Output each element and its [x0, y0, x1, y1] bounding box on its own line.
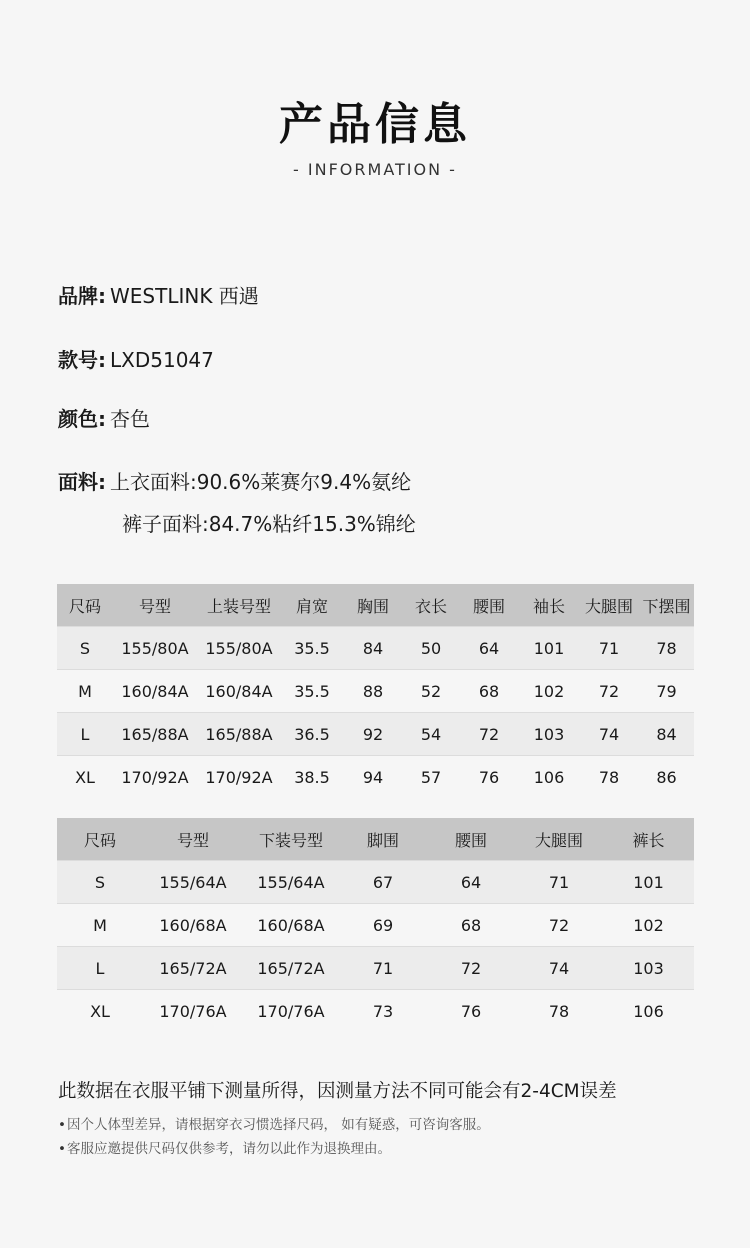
- table-cell: 103: [603, 947, 694, 990]
- style-number-label: 款号:: [58, 348, 106, 372]
- table-row: [57, 756, 694, 799]
- table-cell: 160/68A: [243, 904, 339, 947]
- table-cell: 68: [427, 904, 515, 947]
- top-size-table: [57, 584, 694, 798]
- page-title: 产品信息: [279, 99, 471, 150]
- page-subtitle: - INFORMATION -: [293, 160, 457, 179]
- color-label: 颜色:: [58, 407, 106, 431]
- table-cell: 78: [579, 756, 639, 799]
- column-header: 裤长: [603, 818, 694, 861]
- table-cell: 106: [603, 990, 694, 1033]
- table-cell: 71: [515, 861, 603, 904]
- table-cell: 76: [459, 756, 519, 799]
- table-cell: 72: [427, 947, 515, 990]
- table-cell: 54: [403, 713, 459, 756]
- bullet-icon: •: [58, 1141, 66, 1157]
- table-cell: 35.5: [281, 627, 343, 670]
- note-line-2: [58, 1137, 391, 1157]
- table-header-row: [57, 584, 694, 627]
- table-cell: 88: [343, 670, 403, 713]
- table-cell: 165/88A: [113, 713, 197, 756]
- table-cell: 165/72A: [143, 947, 243, 990]
- fabric-bottom-value: 裤子面料:84.7%粘纤15.3%锦纶: [122, 512, 416, 536]
- table-cell: 67: [339, 861, 427, 904]
- table-row: [57, 670, 694, 713]
- table-header-row: [57, 818, 694, 861]
- column-header: 下摆围: [639, 584, 694, 627]
- table-cell: 155/80A: [197, 627, 281, 670]
- table-cell: M: [57, 670, 113, 713]
- table-cell: 155/80A: [113, 627, 197, 670]
- table-cell: 84: [639, 713, 694, 756]
- note-line-1: [58, 1113, 490, 1133]
- column-header: 尺码: [57, 818, 143, 861]
- table-row: [57, 713, 694, 756]
- table-cell: 92: [343, 713, 403, 756]
- table-cell: 79: [639, 670, 694, 713]
- table-cell: 106: [519, 756, 579, 799]
- bullet-icon: •: [58, 1117, 66, 1133]
- table-cell: 64: [427, 861, 515, 904]
- column-header: 下装号型: [243, 818, 339, 861]
- table-cell: M: [57, 904, 143, 947]
- column-header: 胸围: [343, 584, 403, 627]
- table-cell: 69: [339, 904, 427, 947]
- table-cell: 50: [403, 627, 459, 670]
- table-cell: 71: [579, 627, 639, 670]
- table-cell: 71: [339, 947, 427, 990]
- column-header: 大腿围: [579, 584, 639, 627]
- table-row: [57, 904, 694, 947]
- column-header: 袖长: [519, 584, 579, 627]
- table-cell: 72: [515, 904, 603, 947]
- table-cell: 160/84A: [197, 670, 281, 713]
- table-cell: 170/92A: [197, 756, 281, 799]
- brand-label: 品牌:: [58, 284, 106, 308]
- table-cell: 170/76A: [243, 990, 339, 1033]
- table-row: [57, 990, 694, 1033]
- color-row: [58, 403, 150, 432]
- table-cell: 38.5: [281, 756, 343, 799]
- column-header: 腰围: [459, 584, 519, 627]
- table-row: [57, 627, 694, 670]
- table-cell: 101: [603, 861, 694, 904]
- table-cell: L: [57, 947, 143, 990]
- table-cell: 155/64A: [143, 861, 243, 904]
- table-row: [57, 861, 694, 904]
- table-cell: XL: [57, 756, 113, 799]
- table-cell: 64: [459, 627, 519, 670]
- column-header: 上装号型: [197, 584, 281, 627]
- note-line-1-text: 因个人体型差异，请根据穿衣习惯选择尺码， 如有疑惑，可咨询客服。: [67, 1117, 490, 1133]
- table-cell: L: [57, 713, 113, 756]
- table-cell: 165/88A: [197, 713, 281, 756]
- table-cell: XL: [57, 990, 143, 1033]
- table-cell: 36.5: [281, 713, 343, 756]
- column-header: 脚围: [339, 818, 427, 861]
- table-cell: 170/76A: [143, 990, 243, 1033]
- table-cell: 74: [579, 713, 639, 756]
- style-number-value: LXD51047: [110, 348, 214, 372]
- table-cell: 73: [339, 990, 427, 1033]
- bottom-size-table: [57, 818, 694, 1032]
- fabric-label: 面料:: [58, 470, 106, 494]
- table-cell: 78: [515, 990, 603, 1033]
- table-cell: S: [57, 627, 113, 670]
- table-cell: 78: [639, 627, 694, 670]
- brand-row: [58, 280, 259, 309]
- column-header: 肩宽: [281, 584, 343, 627]
- table-cell: S: [57, 861, 143, 904]
- column-header: 衣长: [403, 584, 459, 627]
- table-cell: 72: [579, 670, 639, 713]
- table-cell: 35.5: [281, 670, 343, 713]
- table-cell: 74: [515, 947, 603, 990]
- table-cell: 170/92A: [113, 756, 197, 799]
- table-cell: 160/68A: [143, 904, 243, 947]
- note-line-2-text: 客服应邀提供尺码仅供参考，请勿以此作为退换理由。: [67, 1141, 391, 1157]
- measurement-note: 此数据在衣服平铺下测量所得，因测量方法不同可能会有2-4CM误差: [58, 1081, 617, 1102]
- table-cell: 84: [343, 627, 403, 670]
- table-cell: 102: [603, 904, 694, 947]
- table-cell: 86: [639, 756, 694, 799]
- table-cell: 101: [519, 627, 579, 670]
- column-header: 号型: [113, 584, 197, 627]
- column-header: 尺码: [57, 584, 113, 627]
- column-header: 腰围: [427, 818, 515, 861]
- table-cell: 155/64A: [243, 861, 339, 904]
- style-number-row: [58, 344, 214, 373]
- table-cell: 103: [519, 713, 579, 756]
- color-value: 杏色: [110, 407, 150, 431]
- table-cell: 165/72A: [243, 947, 339, 990]
- table-cell: 52: [403, 670, 459, 713]
- table-row: [57, 947, 694, 990]
- table-cell: 72: [459, 713, 519, 756]
- brand-value: WESTLINK 西遇: [110, 284, 259, 308]
- table-cell: 102: [519, 670, 579, 713]
- table-cell: 76: [427, 990, 515, 1033]
- table-cell: 57: [403, 756, 459, 799]
- fabric-row: [58, 466, 411, 495]
- fabric-top-value: 上衣面料:90.6%莱赛尔9.4%氨纶: [110, 470, 412, 494]
- table-cell: 68: [459, 670, 519, 713]
- column-header: 号型: [143, 818, 243, 861]
- table-cell: 160/84A: [113, 670, 197, 713]
- column-header: 大腿围: [515, 818, 603, 861]
- table-cell: 94: [343, 756, 403, 799]
